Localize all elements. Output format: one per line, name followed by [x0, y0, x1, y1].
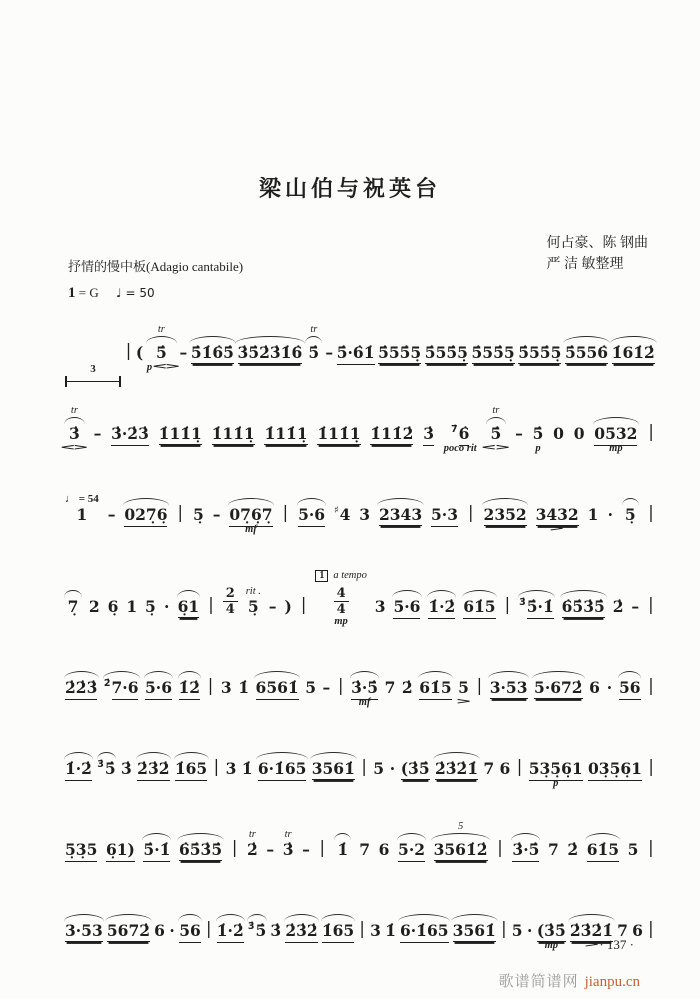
dynamic-marking: p: [535, 443, 541, 454]
note-group: 3̇: [270, 921, 282, 941]
barline: |: [177, 503, 184, 524]
note-group: 1: [126, 597, 138, 617]
note-group: 5̇ p: [532, 424, 544, 454]
note-group: 6: [589, 678, 600, 698]
page-number: · 137 ·: [599, 937, 634, 952]
note-group: 61̇5: [587, 821, 619, 873]
dynamic-marking: mp: [334, 616, 348, 627]
hairpin: < >: [60, 443, 89, 453]
note-group: 3̇·5̇ mf: [351, 659, 378, 711]
note-group: 3: [220, 678, 232, 698]
note-group: ·: [389, 759, 396, 779]
note-group: 0532 mp: [594, 405, 637, 457]
barline: |: [648, 422, 654, 443]
note-group: 5̣: [622, 486, 638, 538]
note-group: 5 3561̇2̇: [434, 821, 488, 873]
watermark: [499, 970, 640, 991]
note-group: 7: [483, 759, 495, 779]
note-group: –: [325, 343, 334, 363]
note-group: 6̇5̇3̇5̇: [562, 578, 605, 630]
note-group: 07̣6̣7̣ mf: [229, 486, 272, 538]
note-group: $^{3̇}$5̇: [97, 740, 115, 792]
barline: |: [648, 838, 654, 859]
note-group: tr 5̇ < >: [482, 404, 510, 453]
note-group: 1̇·2̇: [428, 578, 455, 630]
notation-line-4: [64, 563, 656, 630]
note-group: 2̇: [401, 678, 413, 698]
piece-title: 梁山伯与祝英台: [258, 176, 441, 201]
note-group: 2̇: [612, 597, 624, 617]
note-group: 2̇: [567, 840, 579, 860]
barline: |: [500, 919, 507, 940]
note-group: 7: [359, 840, 371, 860]
note-group: ♩ = 54 1: [65, 493, 99, 525]
note-group: 5: [305, 678, 317, 698]
note-group: 6·1̇65: [400, 902, 449, 954]
barline: |: [648, 595, 654, 616]
note-group: 7: [617, 921, 628, 941]
barline: |: [125, 341, 132, 362]
note-group: 5·6: [298, 486, 325, 538]
hairpin: >: [584, 940, 599, 950]
note-group: 2̇2̇3̇: [65, 659, 97, 711]
note-group: 3: [370, 921, 381, 941]
barline: |: [497, 838, 503, 859]
barline: |: [319, 838, 326, 859]
barline: |: [207, 676, 214, 697]
note-group: 1̇·2̇: [217, 902, 244, 954]
notation-line-8: [64, 898, 656, 954]
note-group: 1̇61̇2̇: [612, 324, 655, 376]
note-group: 5: [627, 840, 639, 860]
note-group: $^{7̇}$6̇ poco rit: [443, 424, 477, 454]
barline: |: [282, 503, 289, 524]
note-group: 53̣5̣6̣1 p: [528, 759, 583, 789]
note-group: 3: [359, 505, 371, 525]
dynamic-marking: mp: [609, 443, 623, 454]
note-group: 2̇3̇2̇1̇ >: [570, 902, 613, 954]
note-group: 5̇55̇5̣: [471, 343, 515, 363]
note-group: 6̣1): [106, 821, 135, 873]
note-group: –: [93, 424, 102, 444]
note-group: 1̇: [241, 759, 253, 779]
time-signature: $\frac{2}{4}$: [223, 563, 238, 630]
hairpin: >: [550, 524, 565, 534]
key-signature: [0, 275, 700, 306]
note-group: 5̇·6̇1̇: [337, 324, 375, 376]
note-group: 6: [154, 921, 165, 941]
note-group: 2: [88, 597, 100, 617]
notation-line-7: [64, 817, 656, 873]
note-group: 5̇1̇6̇5̇: [191, 324, 234, 376]
grace-note: 3̇: [247, 921, 255, 933]
composer-line: 何占豪、陈 钢曲: [546, 236, 648, 251]
note-group: –: [515, 424, 523, 444]
note-group: 61̇5: [419, 659, 451, 711]
note-group: 027̣6̣: [124, 486, 167, 538]
note-group: 3·53: [65, 902, 103, 954]
barline: |: [337, 676, 344, 697]
time-signature: 1 a tempo $\frac{4}{4}$ mp: [315, 563, 367, 630]
note-group: 1̇: [385, 921, 396, 941]
note-group: 2̇3̇2̇: [137, 740, 169, 792]
note-group: 5·6: [145, 659, 172, 711]
note-group: ·: [169, 921, 175, 941]
arranger-line: 严 洁 敏整理: [546, 257, 624, 272]
note-group: 1̇11̇2̇: [370, 424, 414, 444]
grace-note: 2̇: [103, 678, 111, 690]
note-group: 6: [378, 840, 390, 860]
notation-line-6: [64, 736, 656, 792]
note-group: 2̇3̇2̇: [285, 902, 317, 954]
note-group: 5̣3̣5: [65, 821, 97, 873]
note-group: tr 5̇: [306, 324, 322, 376]
note-group: 5: [373, 759, 385, 779]
key-name: = G: [75, 285, 99, 300]
grace-note: 7̇: [451, 424, 458, 436]
note-group: 1̇65: [175, 740, 207, 792]
barline: |: [361, 757, 367, 778]
note-group: 6·1̇65: [258, 740, 307, 792]
barline: |: [467, 503, 474, 524]
note-group: 3̇·5̇: [512, 821, 539, 873]
dynamic-marking: p: [553, 778, 559, 789]
barline: |: [648, 757, 654, 778]
notation-line-2: [60, 401, 656, 457]
key-tonic: 1: [68, 285, 76, 301]
dynamic-marking: p: [146, 362, 153, 373]
note-group: 5̣: [145, 597, 156, 617]
metronome-marking: ♩ = 50: [115, 286, 155, 300]
note-group: (3̇5̇: [400, 759, 430, 779]
note-group: 1̇·2̇: [65, 740, 92, 792]
note-group: 3: [374, 597, 386, 617]
note-group: $^{2̇}$7·6: [104, 659, 139, 711]
note-group: tr 3̇ < >: [60, 404, 89, 453]
note-group: 3432 >: [535, 505, 579, 534]
notation-line-5: [64, 655, 656, 711]
note-group: 5̇·1̇: [143, 821, 170, 873]
grace-note: 3̇: [97, 759, 104, 771]
note-group: –: [302, 840, 310, 860]
note-group: 6: [632, 921, 643, 941]
note-group: tr 5̇ p < >: [146, 323, 181, 373]
credits-block: [547, 233, 649, 275]
watermark-domain-link[interactable]: jianpu.cn: [584, 974, 640, 990]
tempo-marking: 抒情的慢中板(Adagio cantabile): [68, 259, 244, 274]
note-group: 1̇11̇1̣: [158, 424, 202, 444]
note-group: 5̇556̇: [565, 324, 608, 376]
barline: |: [504, 595, 511, 616]
note-group: –: [179, 343, 188, 363]
note-group: ): [284, 597, 292, 617]
note-group: 3̇: [423, 405, 434, 457]
score: [0, 306, 700, 954]
note-group: 7: [547, 840, 559, 860]
note-group: –: [107, 505, 116, 525]
note-group: 2̇3̇2̇1̇: [435, 740, 478, 792]
barline: |: [648, 503, 654, 524]
hairpin: < >: [152, 362, 181, 372]
note-group: 5̣: [193, 505, 204, 525]
note-group: 5̇55̇5̣: [424, 343, 468, 363]
dynamic-marking: mf: [245, 524, 257, 535]
barline: |: [300, 595, 307, 616]
dynamic-marking: mp: [544, 940, 558, 951]
note-group: 5̇55̇5̣: [378, 343, 422, 363]
note-group: 3561̇: [453, 902, 496, 954]
note-group: 6: [499, 759, 511, 779]
note-group: 5672̇: [107, 902, 150, 954]
note-group: 3̇5̇2̇3̇1̇6̇: [238, 324, 303, 376]
note-group: 1̇: [335, 821, 351, 873]
dynamic-marking: mf: [358, 697, 371, 708]
note-group: 1̇11̇1̣: [264, 424, 308, 444]
note-group: 6̣: [107, 597, 119, 617]
note-group: 61̇5: [463, 578, 495, 630]
note-group: 1: [587, 505, 599, 525]
grace-note: ♯: [333, 505, 339, 517]
note-group: 56: [179, 902, 201, 954]
barline: |: [208, 595, 214, 616]
grace-note: 3̇: [519, 597, 526, 609]
note-group: 7̣: [65, 578, 81, 630]
note-group: 2343: [379, 486, 422, 538]
note-group: 6̇5̇3̇5̇: [179, 821, 222, 873]
note-group: 3̇: [121, 759, 132, 779]
note-group: 5̇55̇5̣: [518, 343, 562, 363]
hairpin: >: [456, 697, 471, 707]
note-group: –: [631, 597, 640, 617]
note-group: 03̣5̣6̣1: [588, 740, 642, 792]
note-group: 0: [573, 424, 585, 444]
note-group: tr 3̇: [282, 828, 294, 860]
note-group: 56: [619, 659, 641, 711]
note-group: tr 2̇: [247, 828, 258, 860]
note-group: 6̣1: [178, 578, 200, 630]
note-group: –: [322, 678, 331, 698]
note-group: 6561̇: [256, 659, 299, 711]
note-group: ♯4: [333, 505, 351, 525]
barline: |: [205, 919, 212, 940]
note-group: ·: [606, 678, 613, 698]
barline: |: [476, 676, 483, 697]
barline: |: [648, 676, 654, 697]
note-group: 3561̇: [312, 740, 355, 792]
note-group: 5 >: [456, 678, 471, 707]
note-group: $^{3̇}$5̇·1̇: [519, 578, 554, 630]
note-group: 1̇11̇1̣: [211, 424, 255, 444]
note-group: (: [135, 343, 144, 363]
note-group: $^{3̇}$5̇: [248, 902, 266, 954]
note-group: 3·53: [490, 659, 528, 711]
note-group: 3̇·2̇3̇: [111, 405, 149, 457]
barline: |: [516, 757, 523, 778]
note-group: 5: [511, 921, 523, 941]
watermark-site: 歌谱简谱网: [498, 974, 579, 990]
note-group: –: [212, 505, 221, 525]
note-group: –: [268, 597, 277, 617]
note-group: rit . 5̣: [245, 585, 261, 617]
notation-line-3: [64, 482, 656, 538]
multimeasure-rest: 3: [65, 364, 121, 376]
note-group: 0: [553, 424, 564, 444]
note-group: 2352: [484, 486, 527, 538]
rehearsal-mark: 1: [315, 570, 328, 582]
note-group: –: [266, 840, 275, 860]
barline: |: [647, 919, 654, 940]
note-group: 5·6: [393, 578, 420, 630]
note-group: 1̇: [238, 678, 250, 698]
note-group: 1̇11̇1̣: [317, 424, 361, 444]
meta-row: [0, 203, 700, 275]
note-group: 1̇65: [322, 902, 354, 954]
hairpin: < >: [482, 443, 510, 453]
barline: |: [359, 919, 366, 940]
note-group: (3̇5̇ mp: [536, 921, 566, 951]
note-group: ·: [607, 505, 614, 525]
barline: |: [231, 838, 238, 859]
dynamic-marking: poco rit: [443, 443, 477, 454]
note-group: 7: [384, 678, 396, 698]
note-group: 5·2: [398, 821, 425, 873]
note-group: ·: [527, 921, 533, 941]
notation-line-1: [64, 320, 656, 376]
note-group: 5·672̇: [534, 659, 583, 711]
note-group: 1̇2̇: [179, 659, 201, 711]
barline: |: [213, 757, 220, 778]
note-group: ·: [164, 597, 170, 617]
note-group: 5·3: [431, 486, 458, 538]
note-group: 3: [225, 759, 237, 779]
